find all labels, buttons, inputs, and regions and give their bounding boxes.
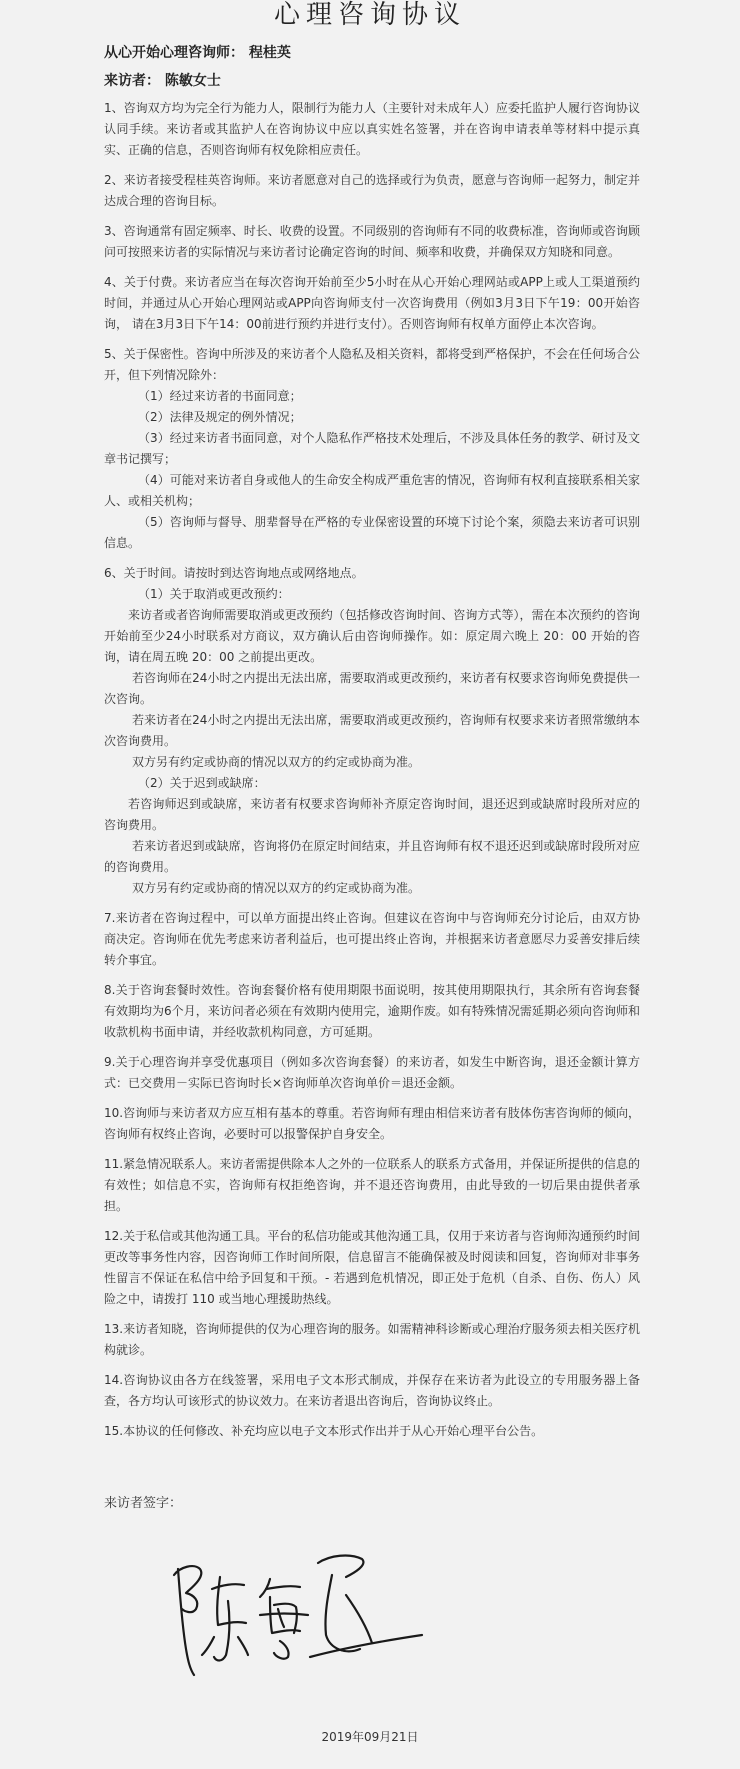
signature-date: 2019年09月21日 <box>321 1730 419 1744</box>
document-title: 心理咨询协议 <box>273 0 466 30</box>
clause-6-cancel-title: （1）关于取消或更改预约： <box>138 587 290 601</box>
clause-6-late-title: （2）关于迟到或缺席： <box>138 776 266 790</box>
clause-8: 8.关于咨询套餐时效性。咨询套餐价格有使用期限书面说明，按其使用期限执行，其余所有咨询套餐有效期均为6个月，来访问者必须在有效期内使用完，逾期作废。如有特殊情况需延期必须向咨询师和收款机构书面申请，并经收款机构同意，方可延期。 <box>104 983 640 1039</box>
clause-5-sub-5: （5）咨询师与督导、朋辈督导在严格的专业保密设置的环境下讨论个案，须隐去来访者可识别信息。 <box>104 515 640 550</box>
client-line: 来访者： 陈敏女士 <box>104 73 221 89</box>
clause-6-intro: 6、关于时间。请按时到达咨询地点或网络地点。 <box>104 566 364 580</box>
clause-12: 12.关于私信或其他沟通工具。平台的私信功能或其他沟通工具，仅用于来访者与咨询师沟通预约时间更改等事务性内容，因咨询师工作时间所限，信息留言不能确保被及时阅读和回复，咨询师对非事务性留言不保证在私信中给予回复和干预。- 若遇到危机情况，即正处于危机（自杀、自伤、伤人）风险之中，请拨打 110 或当地心理援助热线。 <box>104 1229 640 1306</box>
clause-1: 1、咨询双方均为完全行为能力人，限制行为能力人（主要针对未成年人）应委托监护人履行咨询协议认同手续。来访者或其监护人在咨询协议中应以真实姓名签署，并在咨询申请表单等材料中提示真实、正确的信息，否则咨询师有权免除相应责任。 <box>104 101 640 157</box>
clause-3: 3、咨询通常有固定频率、时长、收费的设置。不同级别的咨询师有不同的收费标准，咨询师或咨询顾问可按照来访者的实际情况与来访者讨论确定咨询的时间、频率和收费，并确保双方知晓和同意。 <box>104 224 640 259</box>
clause-10: 10.咨询师与来访者双方应互相有基本的尊重。若咨询师有理由相信来访者有肢体伤害咨询师的倾向，咨询师有权终止咨询，必要时可以报警保护自身安全。 <box>104 1106 640 1141</box>
clause-6-cancel-line-4: 双方另有约定或协商的情况以双方的约定或协商为准。 <box>132 755 421 769</box>
clause-5-sub-1: （1）经过来访者的书面同意； <box>138 389 302 403</box>
clause-5-sub-3: （3）经过来访者书面同意，对个人隐私作严格技术处理后，不涉及具体任务的教学、研讨及文章书记撰写； <box>104 431 640 466</box>
handwritten-signature <box>160 1545 440 1685</box>
clause-6-late-line-2: 若来访者迟到或缺席，咨询将仍在原定时间结束，并且咨询师有权不退还迟到或缺席时段所对应的咨询费用。 <box>104 839 640 874</box>
clause-6-late-line-3: 双方另有约定或协商的情况以双方的约定或协商为准。 <box>132 881 421 895</box>
agreement-body <box>104 98 640 1451</box>
clause-5-sub-4: （4）可能对来访者自身或他人的生命安全构成严重危害的情况，咨询师有权利直接联系相关家人、或相关机构； <box>104 473 640 508</box>
clause-4: 4、关于付费。来访者应当在每次咨询开始前至少5小时在从心开始心理网站或APP上或人工渠道预约时间，并通过从心开始心理网站或APP向咨询师支付一次咨询费用（例如3月3日下午19：00开始咨询， 请在3月3日下午14：00前进行预约并进行支付）。否则咨询师有权单方面停止本次咨询。 <box>104 275 640 331</box>
clause-2: 2、来访者接受程桂英咨询师。来访者愿意对自己的选择或行为负责，愿意与咨询师一起努力，制定并达成合理的咨询目标。 <box>104 173 640 208</box>
counselor-line: 从心开始心理咨询师： 程桂英 <box>104 45 291 61</box>
clause-5-sub-2: （2）法律及规定的例外情况； <box>138 410 302 424</box>
clause-11: 11.紧急情况联系人。来访者需提供除本人之外的一位联系人的联系方式备用，并保证所提供的信息的有效性；如信息不实，咨询师有权拒绝咨询，并不退还咨询费用，由此导致的一切后果由提供者承担。 <box>104 1157 640 1213</box>
clause-6-late-line-1: 若咨询师迟到或缺席，来访者有权要求咨询师补齐原定咨询时间，退还迟到或缺席时段所对应的咨询费用。 <box>104 797 640 832</box>
clause-7: 7.来访者在咨询过程中，可以单方面提出终止咨询。但建议在咨询中与咨询师充分讨论后，由双方协商决定。咨询师在优先考虑来访者利益后，也可提出终止咨询，并根据来访者意愿尽力妥善安排后续转介事宜。 <box>104 911 640 967</box>
signature-label: 来访者签字： <box>104 1496 183 1511</box>
clause-15: 15.本协议的任何修改、补充均应以电子文本形式作出并于从心开始心理平台公告。 <box>104 1424 544 1438</box>
clause-6-cancel-line-2: 若咨询师在24小时之内提出无法出席，需要取消或更改预约，来访者有权要求咨询师免费提供一次咨询。 <box>104 671 640 706</box>
clause-6-cancel-line-1: 来访者或者咨询师需要取消或更改预约（包括修改咨询时间、咨询方式等），需在本次预约的咨询开始前至少24小时联系对方商议，双方确认后由咨询师操作。如：原定周六晚上 20：00 开始的咨询，请在周五晚 20：00 之前提出更改。 <box>104 608 640 664</box>
clause-5-intro: 5、关于保密性。咨询中所涉及的来访者个人隐私及相关资料，都将受到严格保护，不会在任何场合公开，但下列情况除外： <box>104 347 640 382</box>
clause-14: 14.咨询协议由各方在线签署，采用电子文本形式制成，并保存在来访者为此设立的专用服务器上备查，各方均认可该形式的协议效力。在来访者退出咨询后，咨询协议终止。 <box>104 1373 640 1408</box>
clause-9: 9.关于心理咨询并享受优惠项目（例如多次咨询套餐）的来访者，如发生中断咨询，退还金额计算方式：已交费用－实际已咨询时长×咨询师单次咨询单价＝退还金额。 <box>104 1055 640 1090</box>
clause-13: 13.来访者知晓，咨询师提供的仅为心理咨询的服务。如需精神科诊断或心理治疗服务须去相关医疗机构就诊。 <box>104 1322 640 1357</box>
clause-6-cancel-line-3: 若来访者在24小时之内提出无法出席，需要取消或更改预约，咨询师有权要求来访者照常缴纳本次咨询费用。 <box>104 713 640 748</box>
